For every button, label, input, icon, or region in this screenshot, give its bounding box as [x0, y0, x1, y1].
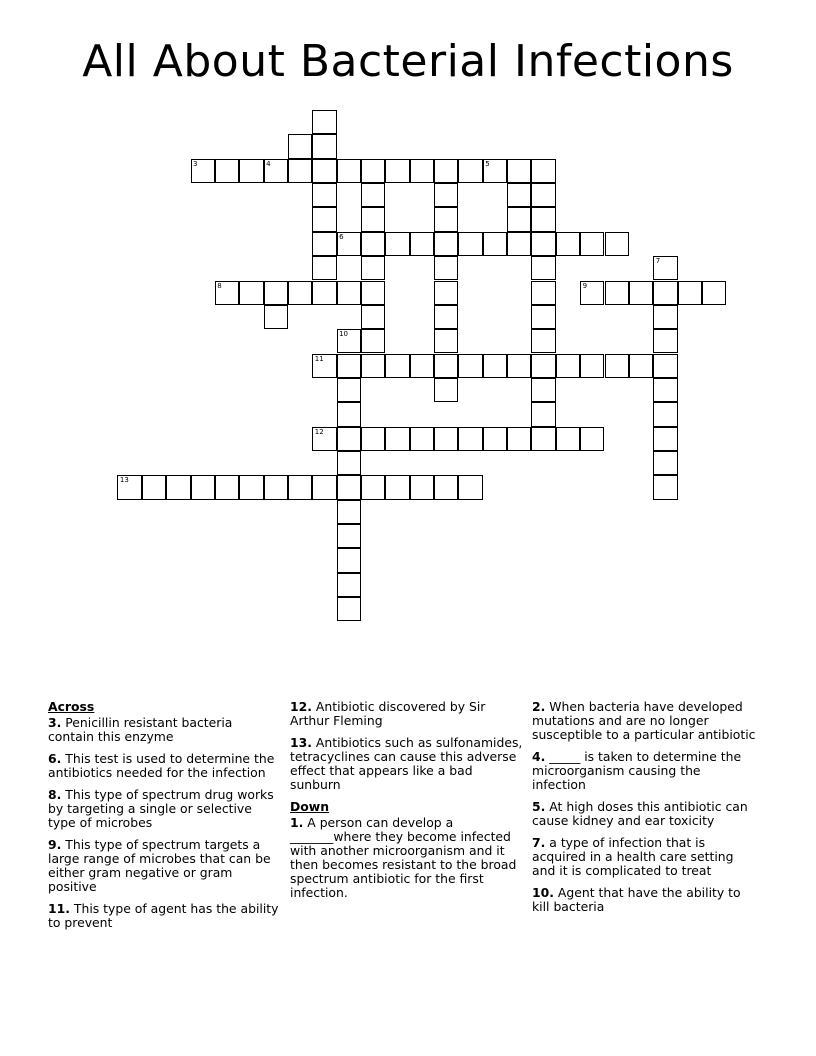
crossword-cell[interactable] — [264, 475, 288, 499]
crossword-cell[interactable] — [434, 232, 458, 256]
puzzle-title: All About Bacterial Infections — [82, 36, 734, 87]
crossword-cell[interactable] — [337, 475, 361, 499]
crossword-cell[interactable] — [483, 159, 507, 183]
crossword-cell[interactable] — [361, 256, 385, 280]
crossword-cell[interactable] — [385, 159, 409, 183]
crossword-cell[interactable] — [653, 354, 677, 378]
crossword-cell[interactable] — [215, 475, 239, 499]
crossword-cell[interactable] — [507, 232, 531, 256]
clue-number-label: 7 — [655, 257, 661, 266]
crossword-cell[interactable] — [117, 475, 141, 499]
crossword-cell[interactable] — [580, 427, 604, 451]
crossword-cell[interactable] — [702, 281, 726, 305]
clue-down-10 — [532, 886, 758, 914]
crossword-cell[interactable] — [337, 159, 361, 183]
clue-number-label: 10 — [339, 330, 349, 339]
crossword-cell[interactable] — [312, 256, 336, 280]
clue-down-4 — [532, 750, 758, 792]
clue-text: This type of agent has the ability to prevent — [48, 901, 279, 930]
crossword-cell[interactable] — [410, 232, 434, 256]
crossword-cell[interactable] — [410, 159, 434, 183]
crossword-cell[interactable] — [166, 475, 190, 499]
clue-text: A person can develop a _______where they become infected with another microorganism and it then becomes resistant to the broad spectrum antibiotic for the first infection. — [290, 815, 517, 900]
crossword-cell[interactable] — [142, 475, 166, 499]
crossword-cell[interactable] — [337, 281, 361, 305]
crossword-cell[interactable] — [531, 427, 555, 451]
crossword-cell[interactable] — [653, 378, 677, 402]
crossword-cell[interactable] — [531, 232, 555, 256]
crossword-cell[interactable] — [410, 475, 434, 499]
clue-down-2 — [532, 700, 758, 742]
crossword-cell[interactable] — [337, 329, 361, 353]
crossword-cell[interactable] — [337, 573, 361, 597]
crossword-cell[interactable] — [264, 281, 288, 305]
clue-text: Antibiotic discovered by Sir Arthur Fleming — [290, 699, 486, 728]
clue-text: a type of infection that is acquired in a health care setting and it is complicated to treat — [532, 835, 734, 878]
down-heading: Down — [290, 799, 330, 814]
crossword-cell[interactable] — [458, 475, 482, 499]
clue-number: 11. — [48, 901, 70, 916]
crossword-cell[interactable] — [312, 281, 336, 305]
crossword-cell[interactable] — [605, 354, 629, 378]
crossword-cell[interactable] — [264, 305, 288, 329]
crossword-cell[interactable] — [312, 207, 336, 231]
clue-across-6 — [48, 752, 280, 780]
crossword-cell[interactable] — [312, 110, 336, 134]
crossword-cell[interactable] — [288, 159, 312, 183]
crossword-cell[interactable] — [312, 134, 336, 158]
crossword-cell[interactable] — [434, 281, 458, 305]
clue-number: 10. — [532, 885, 554, 900]
crossword-cell[interactable] — [507, 183, 531, 207]
clue-text: At high doses this antibiotic can cause kidney and ear toxicity — [532, 799, 748, 828]
crossword-cell[interactable] — [288, 475, 312, 499]
crossword-cell[interactable] — [337, 378, 361, 402]
crossword-cell[interactable] — [434, 329, 458, 353]
crossword-cell[interactable] — [556, 232, 580, 256]
clue-number-label: 13 — [119, 476, 129, 485]
crossword-cell[interactable] — [507, 354, 531, 378]
crossword-cell[interactable] — [337, 597, 361, 621]
crossword-cell[interactable] — [361, 159, 385, 183]
clues-column-3 — [532, 700, 758, 922]
crossword-cell[interactable] — [531, 159, 555, 183]
clue-number-label: 8 — [217, 281, 222, 290]
crossword-cell[interactable] — [191, 159, 215, 183]
crossword-cell[interactable] — [678, 281, 702, 305]
crossword-cell[interactable] — [507, 427, 531, 451]
crossword-cell[interactable] — [483, 232, 507, 256]
crossword-cell[interactable] — [556, 354, 580, 378]
clue-text: When bacteria have developed mutations and are no longer susceptible to a particular antibiotic — [532, 699, 756, 742]
crossword-cell[interactable] — [629, 354, 653, 378]
crossword-cell[interactable] — [653, 475, 677, 499]
clues-column-1 — [48, 700, 280, 938]
clue-number-label: 5 — [485, 159, 490, 168]
crossword-cell[interactable] — [337, 524, 361, 548]
clue-text: This type of spectrum drug works by targeting a single or selective type of microbes — [48, 787, 274, 830]
clue-number-label: 6 — [339, 232, 344, 241]
crossword-cell[interactable] — [434, 475, 458, 499]
clue-across-13 — [290, 736, 526, 792]
clue-number-label: 9 — [582, 281, 588, 290]
crossword-cell[interactable] — [434, 427, 458, 451]
crossword-cell[interactable] — [580, 354, 604, 378]
crossword-cell[interactable] — [653, 402, 677, 426]
crossword-cell[interactable] — [629, 281, 653, 305]
crossword-cell[interactable] — [337, 500, 361, 524]
crossword-cell[interactable] — [531, 207, 555, 231]
crossword-cell[interactable] — [385, 354, 409, 378]
clue-number: 12. — [290, 699, 312, 714]
crossword-cell[interactable] — [410, 354, 434, 378]
clue-across-3 — [48, 716, 280, 744]
crossword-cell[interactable] — [531, 305, 555, 329]
clues-column-2 — [290, 700, 526, 908]
crossword-cell[interactable] — [239, 159, 263, 183]
crossword-cell[interactable] — [605, 281, 629, 305]
crossword-cell[interactable] — [531, 281, 555, 305]
crossword-cell[interactable] — [337, 354, 361, 378]
crossword-cell[interactable] — [653, 305, 677, 329]
crossword-cell[interactable] — [312, 354, 336, 378]
crossword-cell[interactable] — [458, 427, 482, 451]
crossword-cell[interactable] — [531, 378, 555, 402]
crossword-cell[interactable] — [434, 183, 458, 207]
crossword-cell[interactable] — [434, 305, 458, 329]
clue-number-label: 3 — [193, 159, 198, 168]
crossword-cell[interactable] — [215, 159, 239, 183]
crossword-cell[interactable] — [337, 232, 361, 256]
crossword-cell[interactable] — [531, 354, 555, 378]
clue-text: Agent that have the ability to kill bacteria — [532, 885, 741, 914]
crossword-cell[interactable] — [580, 232, 604, 256]
crossword-cell[interactable] — [312, 232, 336, 256]
crossword-cell[interactable] — [239, 281, 263, 305]
crossword-cell[interactable] — [507, 207, 531, 231]
clue-number: 6. — [48, 751, 62, 766]
crossword-cell[interactable] — [337, 548, 361, 572]
crossword-cell[interactable] — [410, 427, 434, 451]
crossword-cell[interactable] — [288, 281, 312, 305]
clue-number: 7. — [532, 835, 546, 850]
crossword-cell[interactable] — [239, 475, 263, 499]
crossword-cell[interactable] — [312, 183, 336, 207]
clue-number: 8. — [48, 787, 62, 802]
clue-text: Antibiotics such as sulfonamides, tetracyclines can cause this adverse effect that appears like a bad sunburn — [290, 735, 523, 792]
crossword-cell[interactable] — [434, 207, 458, 231]
crossword-cell[interactable] — [361, 281, 385, 305]
crossword-cell[interactable] — [531, 402, 555, 426]
clue-number: 9. — [48, 837, 62, 852]
clue-number: 1. — [290, 815, 304, 830]
crossword-cell[interactable] — [653, 427, 677, 451]
crossword-cell[interactable] — [361, 183, 385, 207]
crossword-cell[interactable] — [434, 354, 458, 378]
crossword-cell[interactable] — [531, 256, 555, 280]
crossword-cell[interactable] — [580, 281, 604, 305]
crossword-cell[interactable] — [312, 159, 336, 183]
crossword-cell[interactable] — [458, 232, 482, 256]
clue-number: 3. — [48, 715, 62, 730]
clue-across-12 — [290, 700, 526, 728]
clue-text: Penicillin resistant bacteria contain this enzyme — [48, 715, 233, 744]
crossword-cell[interactable] — [385, 427, 409, 451]
crossword-cell[interactable] — [653, 451, 677, 475]
clue-number: 5. — [532, 799, 546, 814]
crossword-cell[interactable] — [531, 329, 555, 353]
crossword-cell[interactable] — [483, 427, 507, 451]
crossword-cell[interactable] — [337, 427, 361, 451]
crossword-cell[interactable] — [458, 159, 482, 183]
crossword-cell[interactable] — [458, 354, 482, 378]
crossword-cell[interactable] — [361, 354, 385, 378]
crossword-cell[interactable] — [653, 256, 677, 280]
clue-down-1 — [290, 816, 526, 900]
clue-across-8 — [48, 788, 280, 830]
crossword-cell[interactable] — [337, 451, 361, 475]
crossword-cell[interactable] — [531, 183, 555, 207]
crossword-cell[interactable] — [361, 207, 385, 231]
clue-text: This type of spectrum targets a large range of microbes that can be either gram negative or gram positive — [48, 837, 271, 894]
crossword-cell[interactable] — [215, 281, 239, 305]
clue-number-label: 11 — [314, 354, 324, 363]
clue-text: This test is used to determine the antibiotics needed for the infection — [48, 751, 275, 780]
across-heading: Across — [48, 699, 95, 714]
crossword-cell[interactable] — [385, 475, 409, 499]
crossword-cell[interactable] — [653, 329, 677, 353]
crossword-cell[interactable] — [288, 134, 312, 158]
crossword-cell[interactable] — [361, 427, 385, 451]
clue-number-label: 12 — [314, 427, 324, 436]
clue-down-5 — [532, 800, 758, 828]
crossword-cell[interactable] — [653, 281, 677, 305]
crossword-cell[interactable] — [312, 475, 336, 499]
crossword-cell[interactable] — [434, 159, 458, 183]
crossword-cell[interactable] — [191, 475, 215, 499]
clue-number-label: 4 — [266, 159, 271, 168]
crossword-cell[interactable] — [361, 329, 385, 353]
crossword-cell[interactable] — [507, 159, 531, 183]
crossword-cell[interactable] — [483, 354, 507, 378]
crossword-cell[interactable] — [312, 427, 336, 451]
crossword-cell[interactable] — [605, 232, 629, 256]
clue-across-9 — [48, 838, 280, 894]
clue-down-7 — [532, 836, 758, 878]
crossword-cell[interactable] — [361, 232, 385, 256]
clue-number: 2. — [532, 699, 546, 714]
crossword-cell[interactable] — [264, 159, 288, 183]
clue-across-11 — [48, 902, 280, 930]
crossword-cell[interactable] — [361, 305, 385, 329]
clue-number: 4. — [532, 749, 546, 764]
crossword-cell[interactable] — [556, 427, 580, 451]
clue-text: _____ is taken to determine the microorganism causing the infection — [532, 749, 742, 792]
crossword-cell[interactable] — [434, 378, 458, 402]
crossword-cell[interactable] — [434, 256, 458, 280]
crossword-cell[interactable] — [361, 475, 385, 499]
clue-number: 13. — [290, 735, 312, 750]
crossword-cell[interactable] — [337, 402, 361, 426]
crossword-cell[interactable] — [385, 232, 409, 256]
